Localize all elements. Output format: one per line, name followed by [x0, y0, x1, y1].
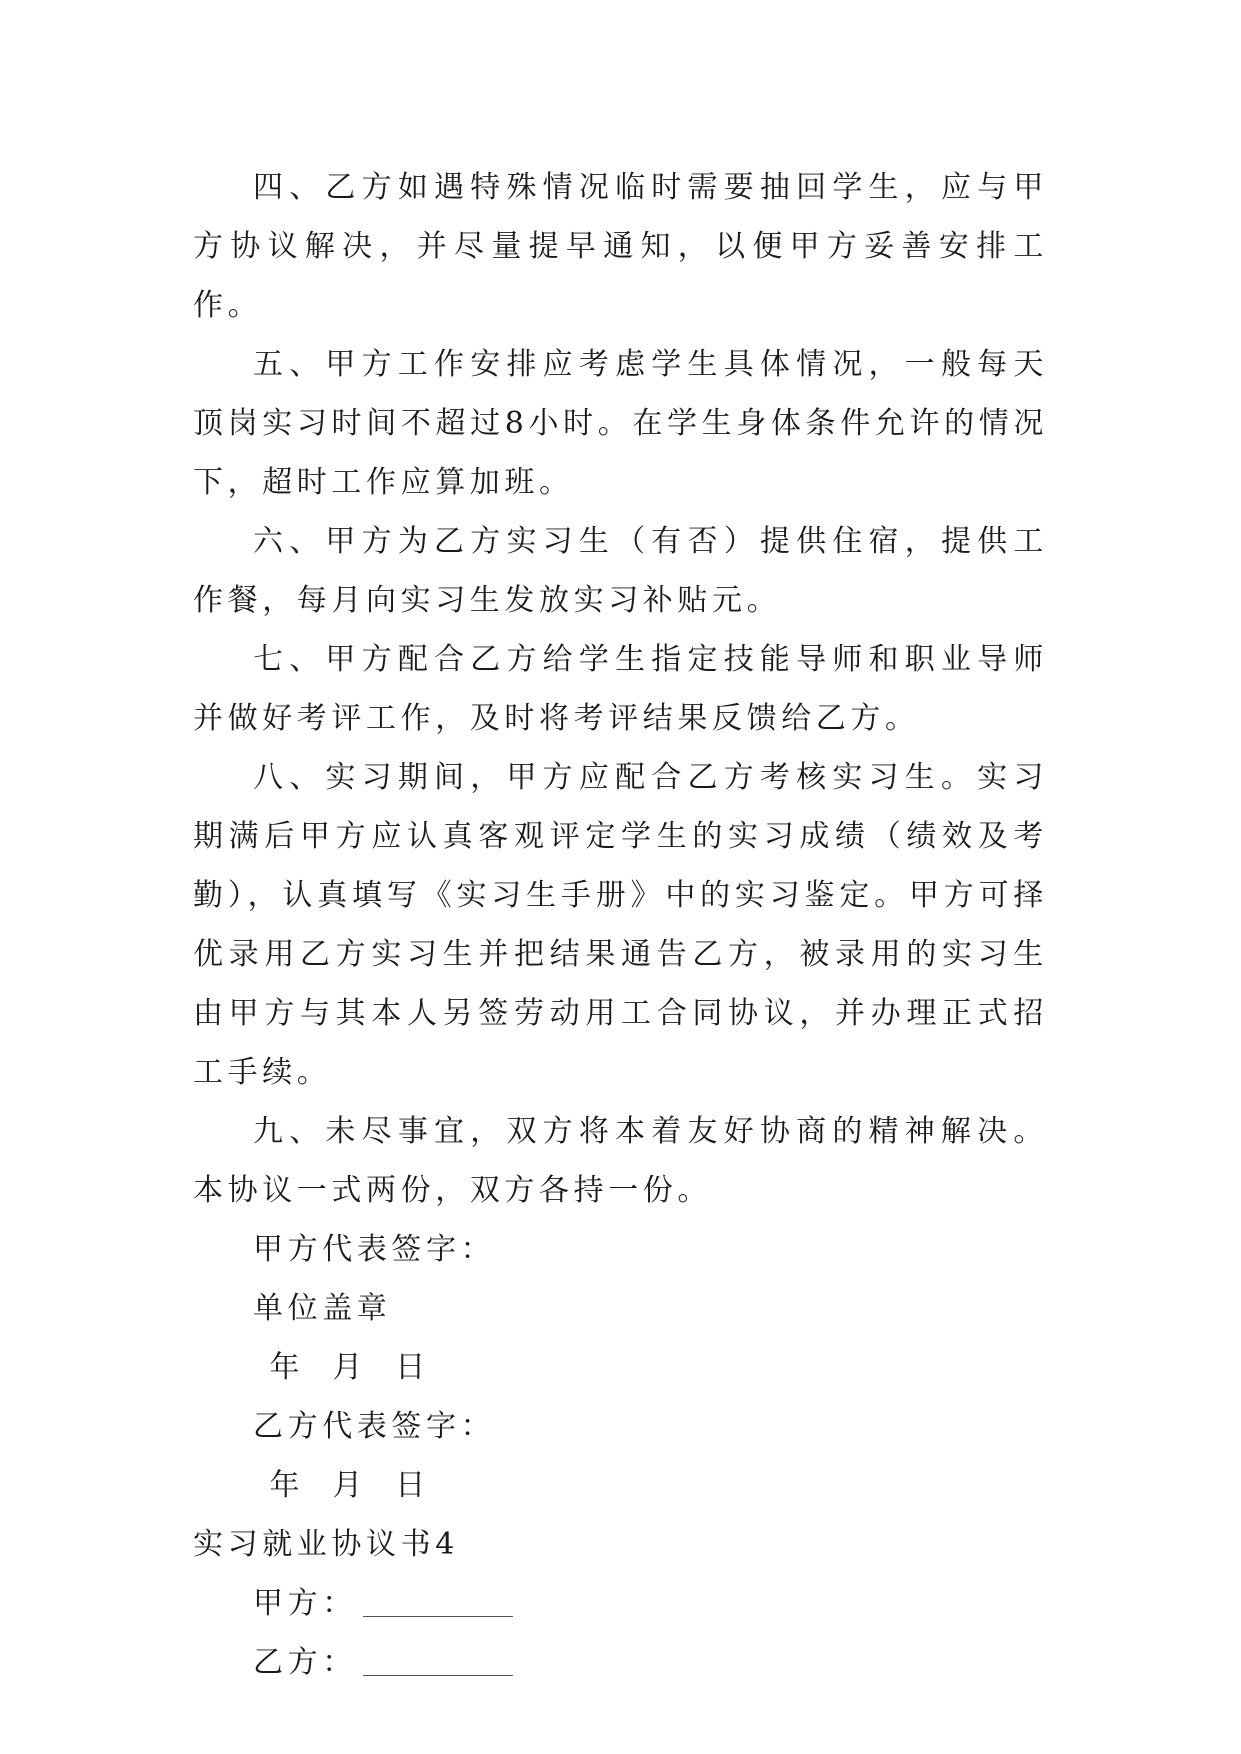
clause-4: 四、乙方如遇特殊情况临时需要抽回学生，应与甲方协议解决，并尽量提早通知，以便甲方妥善安排工作。	[193, 170, 1048, 323]
party-a-label: 甲方：	[253, 1586, 357, 1621]
party-b-row	[193, 1633, 1048, 1692]
party-b-label: 乙方：	[253, 1645, 357, 1680]
section-title: 实习就业协议书4	[193, 1527, 459, 1562]
party-a-date: 年 月 日	[269, 1350, 430, 1385]
party-a-signature-label: 甲方代表签字：	[253, 1232, 496, 1267]
clause-7: 七、甲方配合乙方给学生指定技能导师和职业导师并做好考评工作，及时将考评结果反馈给乙方。	[193, 642, 1048, 736]
party-b-date: 年 月 日	[269, 1468, 430, 1503]
clause-8: 八、实习期间，甲方应配合乙方考核实习生。实习期满后甲方应认真客观评定学生的实习成绩（绩效及考勤），认真填写《实习生手册》中的实习鉴定。甲方可择优录用乙方实习生并把结果通告乙方，被录用的实习生由甲方与其本人另签劳动用工合同协议，并办理正式招工手续。	[193, 760, 1048, 1090]
party-a-blank-line[interactable]	[363, 1586, 513, 1617]
clause-6: 六、甲方为乙方实习生（有否）提供住宿，提供工作餐，每月向实习生发放实习补贴元。	[193, 524, 1048, 618]
unit-seal-label: 单位盖章	[253, 1291, 392, 1326]
clause-5: 五、甲方工作安排应考虑学生具体情况，一般每天顶岗实习时间不超过8小时。在学生身体条件允许的情况下，超时工作应算加班。	[193, 347, 1048, 500]
party-b-blank-line[interactable]	[363, 1645, 513, 1676]
party-b-signature-label: 乙方代表签字：	[253, 1409, 496, 1444]
clause-9: 九、未尽事宜，双方将本着友好协商的精神解决。本协议一式两份，双方各持一份。	[193, 1114, 1048, 1208]
document-body	[193, 158, 1048, 1692]
party-a-row	[193, 1574, 1048, 1633]
